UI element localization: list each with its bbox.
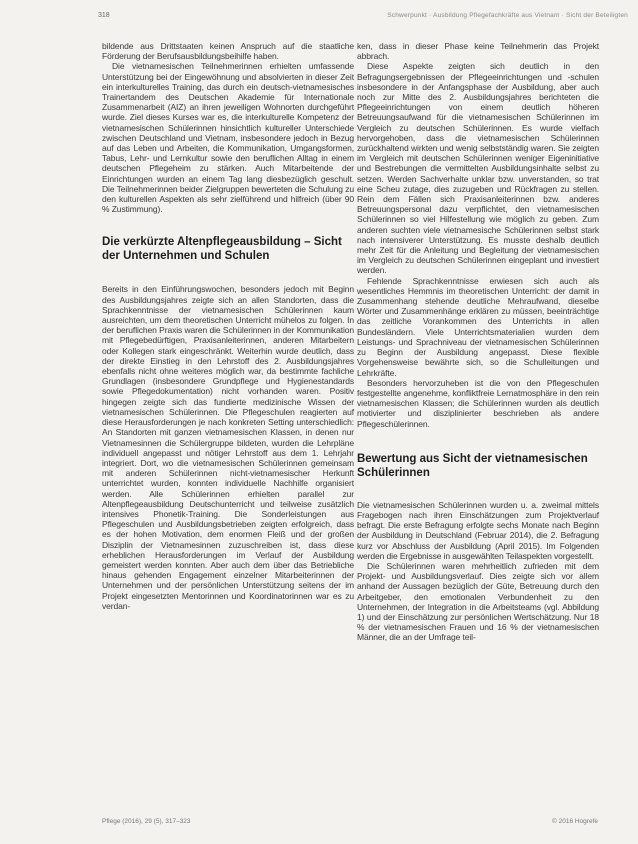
paragraph: Besonders hervorzuheben ist die von den Pflegeschulen festgestellte angenehme, konfliktfreie Lernatmosphäre in den rein vietnamesischen Klassen; die Schülerinnen wurden als deutlich motivierter und disziplinierter beschrieben als andere Pflegeschülerinnen. — [357, 377, 599, 429]
footer-copyright: © 2016 Hogrefe — [552, 818, 598, 825]
paragraph: Bereits in den Einführungswochen, besonders jedoch mit Beginn des Ausbildungsjahres zeigte sich an allen Standorten, dass die Sprachkenntnisse der vietnamesischen Schülerinnen kaum ausreichten, um dem theoretischen Unterricht mühelos zu folgen. In der beruflichen Praxis waren die Schülerinnen in der Kommunikation mit Pflegebedürftigen, Praxisanleiterinnen, anderen Mitarbeitern oder Kollegen stark eingeschränkt. Weiterhin wurde deutlich, dass der direkte Einstieg in den Lehrstoff des 2. Ausbildungsjahres ebenfalls nicht ohne weiteres möglich war, da bestimmte fachliche Grundlagen (insbesondere Grundpflege und Hygienestandards sowie Pflegedokumentation) nicht vorhanden waren. Positiv hingegen zeigte sich das fundierte medizinische Wissen der vietnamesischen Schülerinnen. Die Pflegeschulen reagierten auf diese Herausforderungen je nach konkreten Setting unterschiedlich: An Standorten mit ganzen vietnamesischen Klassen, in denen nur Vietnamesinnen die Schülergruppe bildeten, wurden die Lehrpläne individuell angepasst und nötiger Lehrstoff aus dem 1. Lehrjahr integriert. Dort, wo die vietnamesischen Schülerinnen gemeinsam mit anderen Schülerinnen nicht-vietnamesischer Herkunft unterrichtet wurden, konnten individuelle Nachhilfe organisiert werden. Alle Schülerinnen erhielten parallel zur Altenpflegeausbildung Deutschunterricht und teilweise zusätzlich intensives Phonetik-Training. Die Sonderleistungen aus Pflegeschulen und Ausbildungsbetrieben zeigten erfolgreich, dass es der hohen Motivation, dem enormen Fleiß und der großen Disziplin der Vietnamesinnen zuzuschreiben ist, dass diese erheblichen Herausforderungen im Verlauf der Ausbildung gemeistert werden konnten. Aber auch dem über das Betriebliche hinaus gehenden Engagement einzelner Mitarbeiterinnen der Unternehmen und der persönlichen Unterstützung seitens der im Projekt eingesetzten Mentorinnen und Koordinatorinnen war es zu verdan- — [102, 284, 354, 611]
page-number: 318 — [98, 12, 110, 19]
paragraph: Fehlende Sprachkenntnisse erwiesen sich auch als wesentliches Hemmnis im theoretischen Unterricht: der damit in Zusammenhang stehende deutliche Mehraufwand, dieselbe Wörter und Zusammenhänge erklären zu müssen, beeinträchtige das zeitliche Vorankommen des Unterrichts in allen Bundesländern. Viele Unterrichtsmaterialien wurden dem Leistungs- und Sprachniveau der vietnamesischen Schülerinnen zu Beginn der Ausbildung angepasst. Diese flexible Vorgehensweise bewährte sich, so die Schulleitungen und Lehrkräfte. — [357, 275, 599, 378]
paragraph: ken, dass in dieser Phase keine Teilnehmerin das Projekt abbrach. — [357, 41, 599, 62]
section-heading: Die verkürzte Altenpflegeausbildung – Sicht der Unternehmen und Schulen — [102, 236, 342, 263]
paragraph: Die vietnamesischen Teilnehmerinnen erhielten umfassende Unterstützung bei der Eingewöhnung und absolvierten in dieser Zeit ein interkulturelles Training, das durch ein deutsch-vietnamesisches Trainertandem des Deutschen Akademie für Internationale Zusammenarbeit (AIZ) an ihren jeweiligen Wohnorten durchgeführt wurde. Ziel dieses Kurses war es, die interkulturelle Kompetenz der vietnamesischen Schülerinnen hinsichtlich kultureller Unterschiede zwischen Deutschland und Vietnam, insbesondere jedoch in Bezug auf das Leben und Arbeiten, die Kommunikation, Umgangsformen, Tabus, Lehr- und Lernkultur sowie den beruflichen Alltag in einem deutschen Pflegeheim zu stärken. Auch Mitarbeitende der Einrichtungen wurden an einem Tag lang diesbezüglich geschult. Die Teilnehmerinnen beider Zielgruppen bewerteten die Schulung zu den kulturellen Aspekten als sehr zielführend und hilfreich (über 90 % Zustimmung). — [102, 61, 354, 215]
page-header — [98, 12, 628, 28]
paragraph: Diese Aspekte zeigten sich deutlich in den Befragungsergebnissen der Pflegeeinrichtungen und -schulen insbesondere in der Anfangsphase der Ausbildung, aber auch noch zur Mitte des 2. Ausbildungsjahres berichteten die Pflegeeinrichtungen von einem deutlich höheren Betreuungsaufwand für die vietnamesischen Schülerinnen im Vergleich zu deutschen Schülerinnen. Es wurde vielfach hervorgehoben, dass die vietnamesischen Schülerinnen zurückhaltend wirkten und wenig selbstständig waren. Sie zeigten im Vergleich mit deutschen Schülerinnen weniger Eigeninitiative und Bestrebungen die vermittelten Ausbildungsinhalte selbst zu setzen. Werden Sachverhalte unklar bzw. unverstanden, so trat eine Scheu zutage, dies zuzugeben und Rückfragen zu stellen. Rein dem Fällen sich Praxisanleiterinnen bzw. anderes Betreuungspersonal dazu verpflichtet, den vietnamesischen Schülerinnen so viel Hilfestellung wie möglich zu geben. Zum anderen suchten viele vietnamesische Schülerinnen selbst stark nach intensiverer Unterstützung. Es musste deshalb deutlich mehr Zeit für die Anleitung und Begleitung der vietnamesischen im Vergleich zu deutschen Schülerinnen eingeplant und investiert werden. — [357, 61, 599, 276]
paragraph: Die vietnamesischen Schülerinnen wurden u. a. zweimal mittels Fragebogen nach ihren Einschätzungen zum Projektverlauf befragt. Die erste Befragung erfolgte sechs Monate nach Beginn der Ausbildung in Deutschland (Februar 2014), die 2. Befragung kurz vor Abschluss der Ausbildung (April 2015). Im Folgenden werden die Ergebnisse in ausgewählten Teilaspekten vorgestellt. — [357, 499, 599, 561]
running-title: Schwerpunkt · Ausbildung Pflegefachkräfte aus Vietnam · Sicht der Beteiligten — [387, 12, 628, 19]
footer-citation: Pflege (2016), 29 (5), 317–323 — [102, 818, 191, 825]
paragraph: Die Schülerinnen waren mehrheitlich zufrieden mit dem Projekt- und Ausbildungsverlauf. Dies zeigte sich vor allem anhand der Aussagen bezüglich der Güte, Betreuung durch den Arbeitgeber, den emotionalen Verbundenheit zu den Unternehmen, der Integration in die Arbeitsteams (vgl. Abbildung 1) und der Einschätzung zur persönlichen Wertschätzung. Nur 18 % der vietnamesischen Frauen und 16 % der vietnamesischen Männer, die an der Umfrage teil- — [357, 560, 599, 643]
paragraph: bildende aus Drittstaaten keinen Anspruch auf die staatliche Förderung der Berufsausbildungsbeihilfe haben. — [102, 41, 354, 62]
right-column — [357, 41, 599, 643]
section-heading: Bewertung aus Sicht der vietnamesischen Schülerinnen — [357, 452, 588, 479]
left-column — [102, 41, 354, 611]
